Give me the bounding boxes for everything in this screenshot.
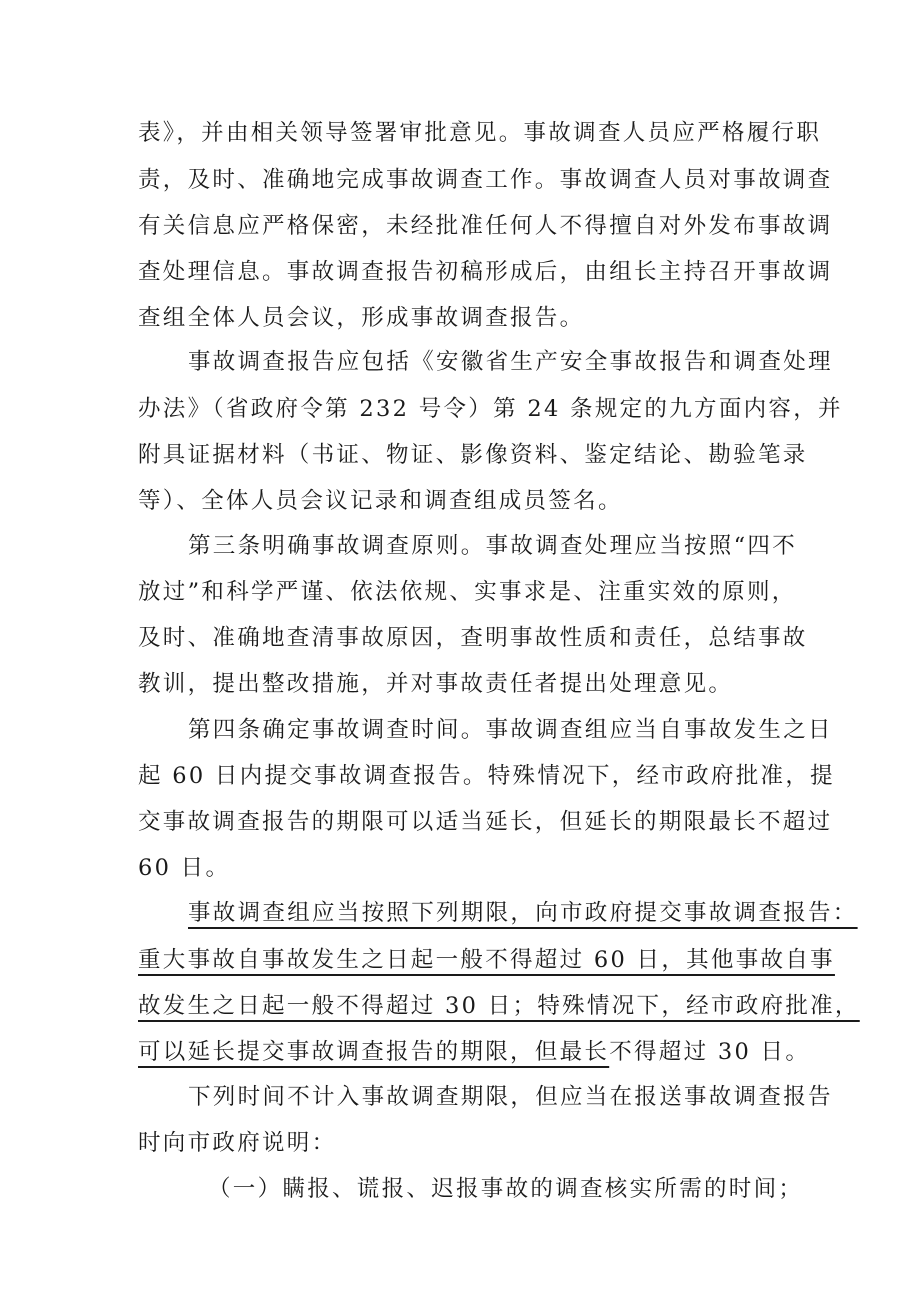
paragraph-line: 交事故调查报告的期限可以适当延长，但延长的期限最长不超过 — [138, 809, 833, 835]
paragraph-line: 第四条确定事故调查时间。事故调查组应当自事故发生之日 — [188, 717, 833, 743]
underlined-text: 可以延长提交事故调查报告的期限，但最长 — [138, 1039, 610, 1065]
plain-text: 不得超过 30 日。 — [609, 1039, 811, 1065]
list-item: （一）瞒报、谎报、迟报事故的调查核实所需的时间； — [208, 1176, 804, 1202]
underlined-text: 重大事故自事故发生之日起一般不得超过 60 日，其他事故自事 — [138, 947, 835, 973]
paragraph-line: 时向市政府说明： — [138, 1130, 337, 1156]
paragraph-line: 表》，并由相关领导签署审批意见。事故调查人员应严格履行职 — [138, 120, 822, 146]
paragraph-line: 责，及时、准确地完成事故调查工作。事故调查人员对事故调查 — [138, 167, 833, 193]
paragraph-line: 事故调查报告应包括《安徽省生产安全事故报告和调查处理 — [188, 349, 833, 375]
paragraph-line: 及时、准确地查清事故原因，查明事故性质和责任，总结事故 — [138, 625, 808, 651]
paragraph-line: 教训，提出整改措施，并对事故责任者提出处理意见。 — [138, 671, 734, 697]
paragraph-line: 第三条明确事故调查原则。事故调查处理应当按照“四不 — [188, 533, 798, 559]
paragraph-line: 查组全体人员会议，形成事故调查报告。 — [138, 305, 585, 331]
underlined-line — [188, 898, 858, 928]
paragraph-line: 放过”和科学严谨、依法依规、实事求是、注重实效的原则， — [138, 579, 797, 605]
underlined-text: 故发生之日起一般不得超过 30 日；特殊情况下，经市政府批准， — [138, 993, 860, 1019]
underlined-line — [138, 1037, 810, 1067]
paragraph-line: 下列时间不计入事故调查期限，但应当在报送事故调查报告 — [188, 1084, 833, 1110]
paragraph-line: 附具证据材料（书证、物证、影像资料、鉴定结论、勘验笔录 — [138, 442, 808, 468]
paragraph-line: 有关信息应严格保密，未经批准任何人不得擅自对外发布事故调 — [138, 213, 833, 239]
paragraph-line: 60 日。 — [138, 855, 231, 881]
underlined-line — [138, 945, 835, 975]
paragraph-line: 起 60 日内提交事故调查报告。特殊情况下，经市政府批准，提 — [138, 763, 835, 789]
paragraph-line: 查处理信息。事故调查报告初稿形成后，由组长主持召开事故调 — [138, 259, 833, 285]
underlined-line — [138, 991, 860, 1021]
paragraph-line: 办法》（省政府令第 232 号令）第 24 条规定的九方面内容，并 — [138, 396, 843, 422]
underlined-text: 事故调查组应当按照下列期限，向市政府提交事故调查报告： — [188, 900, 858, 926]
paragraph-line: 等）、全体人员会议记录和调查组成员签名。 — [138, 488, 623, 514]
